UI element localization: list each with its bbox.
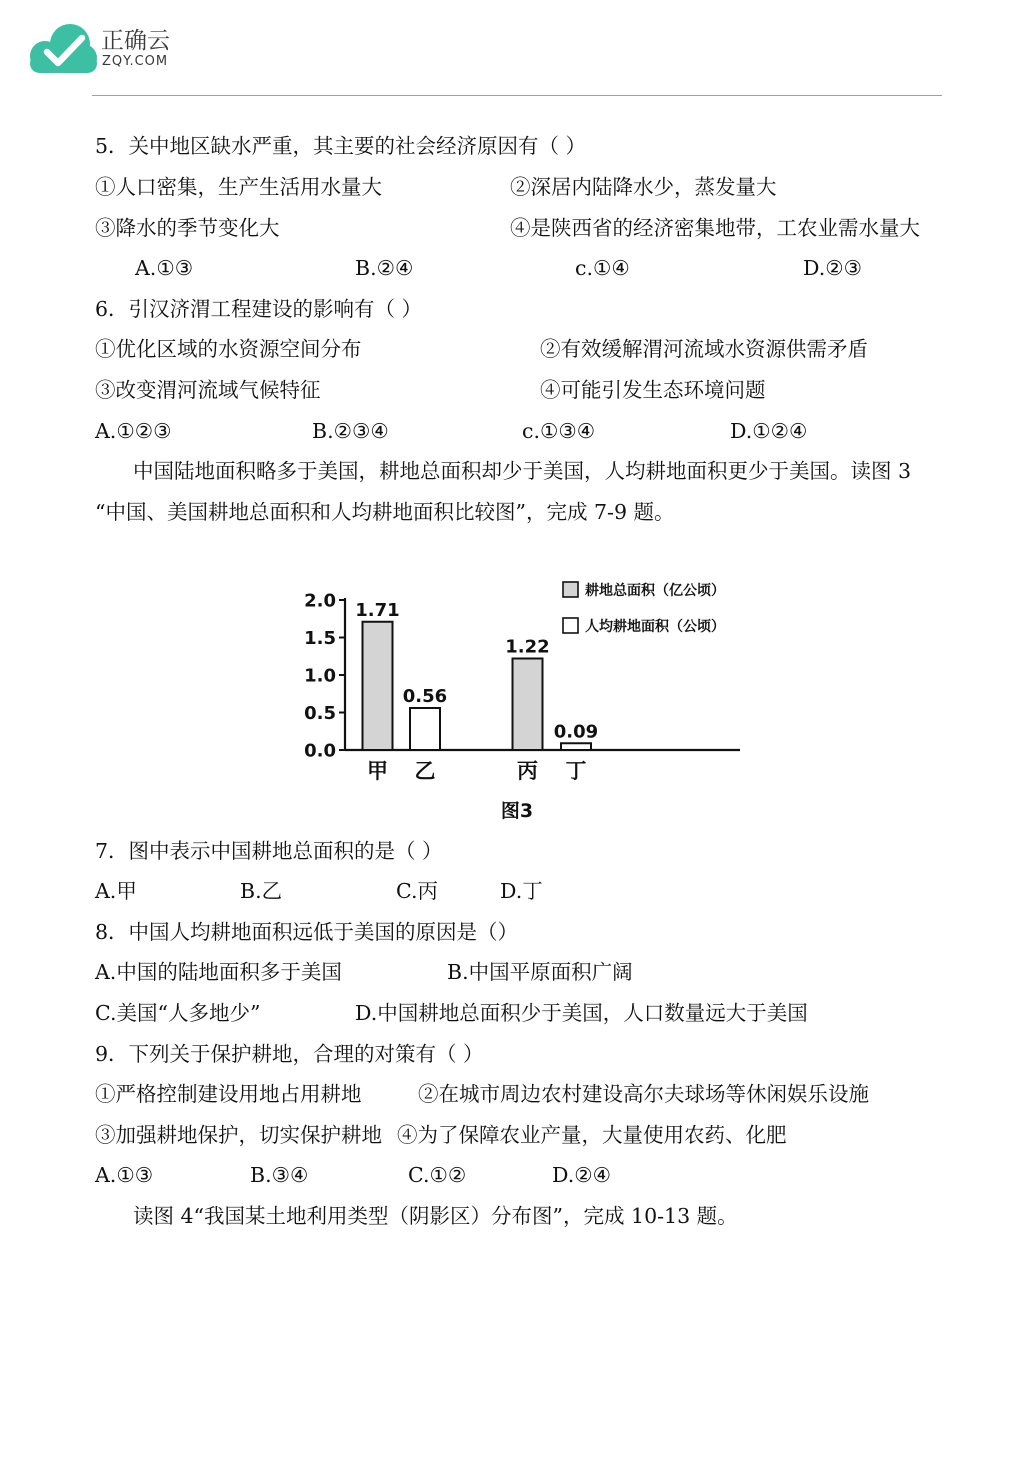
brand-name: 正确云 [101,28,170,54]
question-6-statement-4: ④可能引发生态环境问题 [540,378,766,402]
question-9-statement-2: ②在城市周边农村建设高尔夫球场等休闲娱乐设施 [418,1082,869,1106]
question-5-options-row [0,248,1034,288]
bar-series-1-1 [363,622,393,750]
question-9-stem: 9．下列关于保护耕地，合理的对策有（ ） [95,1042,484,1066]
question-7-stem-row [0,831,1034,871]
legend-label-1: 耕地总面积（亿公顷） [585,583,725,599]
question-5-option-b: B.②④ [355,256,414,280]
question-9-statement-3: ③加强耕地保护，切实保护耕地 [95,1123,382,1147]
brand-domain: ZQY.COM [102,54,169,69]
question-9-statements-row-2 [0,1115,1034,1155]
question-5-statement-2: ②深居内陆降水少，蒸发量大 [510,175,777,199]
question-6-option-a: A.①②③ [95,419,172,443]
passage-10-13-row [0,1196,1034,1236]
question-5-option-a: A.①③ [135,256,194,280]
y-tick-label-5: 0.0 [304,740,336,762]
question-5-statements-row-1 [0,167,1034,207]
question-5-statements-row-2 [0,208,1034,248]
question-9-statement-4: ④为了保障农业产量，大量使用农药、化肥 [397,1123,787,1147]
question-7-option-d: D.丁 [500,879,543,903]
question-7-options-row [0,871,1034,911]
question-8-option-a: A.中国的陆地面积多于美国 [95,960,342,984]
x-category-label-2: 乙 [414,758,436,783]
question-8-option-b: B.中国平原面积广阔 [447,960,633,984]
question-6-statement-2: ②有效缓解渭河流域水资源供需矛盾 [540,337,868,361]
question-5-option-d: D.②③ [803,256,862,280]
legend-swatch-2 [563,618,578,633]
question-6-statement-3: ③改变渭河流域气候特征 [95,378,321,402]
question-6-statements-row-1 [0,329,1034,369]
question-8-options-row-1 [0,952,1034,992]
y-tick-label-1: 2.0 [304,590,336,612]
bar-value-label-series-2-2: 0.09 [553,721,599,743]
question-6-option-d: D.①②④ [730,419,808,443]
question-8-stem-row [0,912,1034,952]
cloud-check-icon [28,20,98,76]
question-8-option-c: C.美国“人多地少” [95,1001,261,1025]
question-5-stem: 5．关中地区缺水严重，其主要的社会经济原因有（ ） [95,134,587,158]
bar-series-2-1 [410,708,440,750]
header-divider [92,95,942,96]
question-9-option-c: C.①② [408,1163,467,1187]
passage-10-13-text: 读图 4“我国某土地利用类型（阴影区）分布图”，完成 10-13 题。 [133,1204,738,1228]
question-9-options-row [0,1155,1034,1195]
question-7-option-a: A.甲 [95,879,137,903]
question-6-options-row [0,411,1034,451]
question-7-option-b: B.乙 [240,879,283,903]
passage-7-9-line-2-row [0,492,1034,532]
figure-3-caption: 图3 [500,800,534,822]
question-9-option-b: B.③④ [250,1163,309,1187]
bar-value-label-series-2-1: 0.56 [402,686,448,707]
x-category-label-4: 丁 [565,758,587,783]
y-tick-label-3: 1.0 [304,665,336,687]
question-6-statements-row-2 [0,370,1034,410]
bar-value-label-series-1-1: 1.71 [355,599,400,621]
question-6-stem: 6．引汉济渭工程建设的影响有（ ） [95,297,423,321]
passage-7-9-line-1-row [0,451,1034,491]
question-8-options-row-2 [0,993,1034,1033]
x-category-label-3: 丙 [517,758,538,783]
question-9-option-a: A.①③ [95,1163,154,1187]
bar-series-2-2 [561,743,591,750]
question-9-statements-row-1 [0,1074,1034,1114]
question-6-option-b: B.②③④ [312,419,389,443]
question-7-stem: 7．图中表示中国耕地总面积的是（ ） [95,839,443,863]
passage-7-9-line-1: 中国陆地面积略多于美国，耕地总面积却少于美国，人均耕地面积更少于美国。读图 3 [133,459,912,483]
y-tick-label-4: 0.5 [304,703,336,724]
question-5-stem-row [0,126,1034,166]
question-7-option-c: C.丙 [396,879,438,903]
question-9-option-d: D.②④ [552,1163,611,1187]
y-tick-label-2: 1.5 [304,628,336,649]
question-5-option-c: c.①④ [575,256,630,280]
bar-series-1-2 [513,659,543,751]
passage-7-9-line-2: “中国、美国耕地总面积和人均耕地面积比较图”，完成 7-9 题。 [95,500,675,524]
cloud-shape [30,24,97,73]
question-6-statement-1: ①优化区域的水资源空间分布 [95,337,362,361]
bar-value-label-series-1-2: 1.22 [505,636,550,658]
question-6-option-c: c.①③④ [522,419,596,443]
legend-label-2: 人均耕地面积（公顷） [585,619,725,635]
question-9-stem-row [0,1034,1034,1074]
question-5-statement-4: ④是陕西省的经济密集地带，工农业需水量大 [510,216,920,240]
question-5-statement-3: ③降水的季节变化大 [95,216,280,240]
question-8-option-d: D.中国耕地总面积少于美国，人口数量远大于美国 [355,1001,808,1025]
question-6-stem-row [0,289,1034,329]
question-9-statement-1: ①严格控制建设用地占用耕地 [95,1082,362,1106]
farmland-comparison-bar-chart [290,570,750,795]
legend-swatch-1 [563,582,578,597]
question-8-stem: 8．中国人均耕地面积远低于美国的原因是（） [95,920,519,944]
question-5-statement-1: ①人口密集，生产生活用水量大 [95,175,382,199]
x-category-label-1: 甲 [367,758,388,783]
